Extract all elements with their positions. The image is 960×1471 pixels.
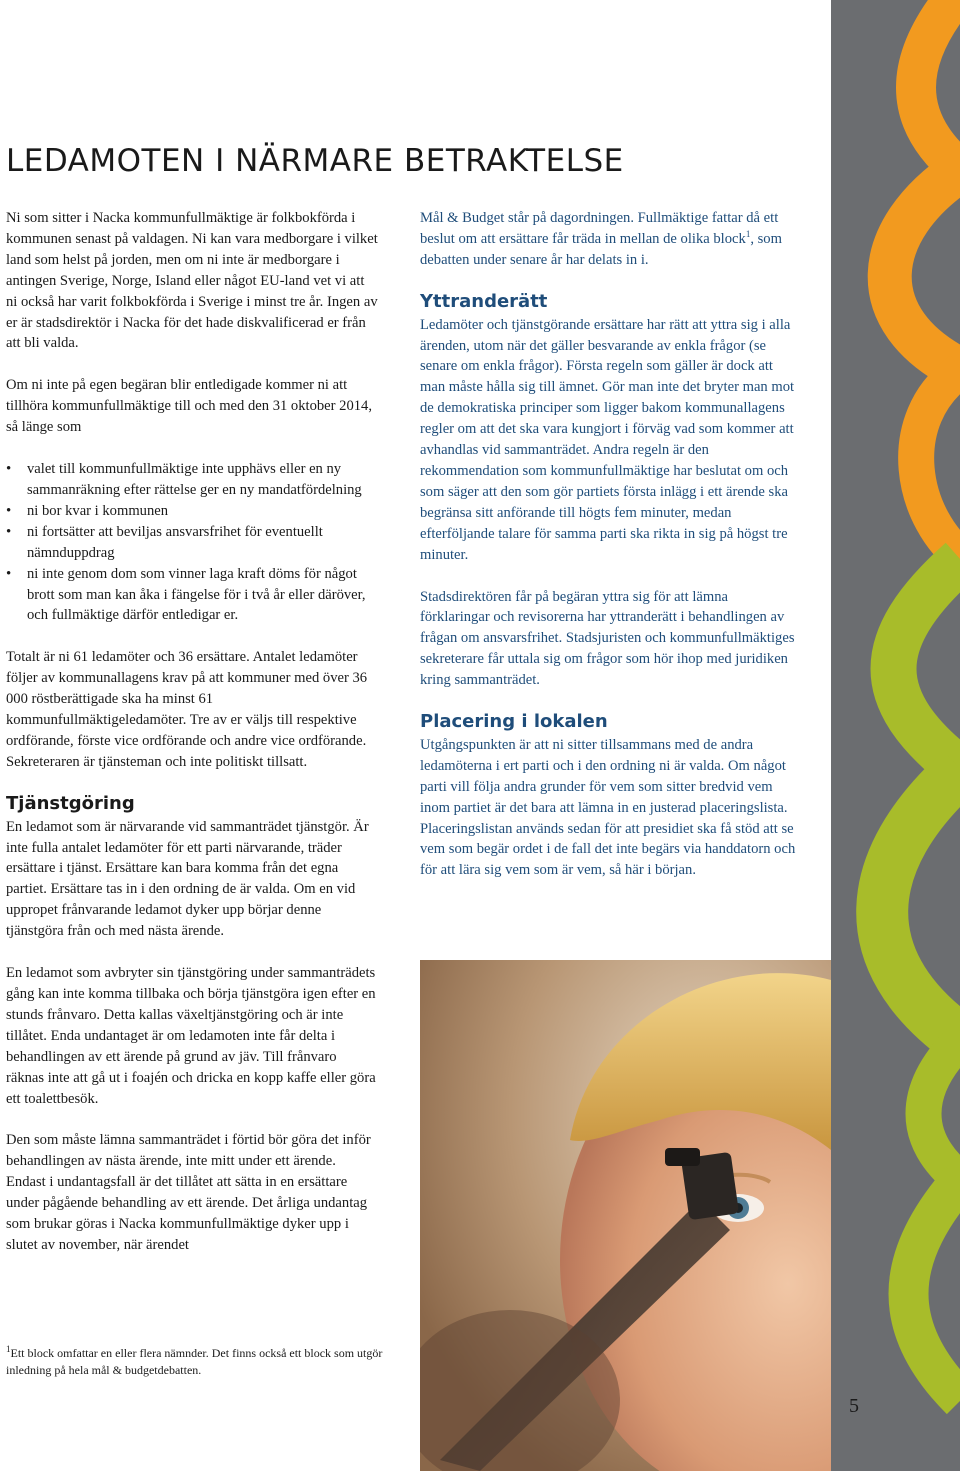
list-item: • ni fortsätter att beviljas ansvarsfrihet för eventuellt nämnduppdrag: [6, 522, 378, 564]
budget-paragraph: [420, 208, 800, 271]
list-item: • ni inte genom dom som vinner laga kraft döms för något brott som man kan åka i fängelse för i två år eller däröver, och fullmäktige därför entledigar er.: [6, 564, 378, 627]
page-number: 5: [849, 1395, 859, 1417]
footnote-ref: 1: [745, 229, 751, 240]
conditions-list: [6, 459, 378, 626]
speech-rights-paragraph: Ledamöter och tjänstgörande ersättare har rätt att yttra sig i alla ärenden, utom när det gäller besvarande av enkla frågor (se senare om enkla frågor). Första regeln som gäller är dock att man måste hålla sig till ämnet. Gör man inte det bryter man mot de demokratiska principer som ligger bakom kommunallagens regler om att det ska vara kungjort i förväg vad som kommer att avhandlas vid sammanträdet. Andra regeln är den rekommendation som kommunfullmäktige har beslutat om och som säger att den som gör partiets första inlägg i ett ärende ska begränsa sitt anförande till högts fem minuter, medan efterföljande talare för samma parti ska rikta in sig på högst tre minuter.: [420, 316, 795, 563]
term-paragraph: Om ni inte på egen begäran blir entledigade kommer ni att tillhöra kommunfullmäktige till och med den 31 oktober 2014, så länge som: [6, 377, 372, 436]
boy-aiming-rifle-photo: [420, 960, 831, 1471]
heading-yttranderatt: Yttranderätt: [420, 290, 548, 312]
leaving-paragraph: Den som måste lämna sammanträdet i förtid bör göra det inför behandlingen av nästa ärende, inte mitt under ett ärende. Endast i undantagsfall är det tillåtet att sätta in en ersättare under pågående behandling av ett ärende. Det årliga undantag som brukar göras i Nacka kommunfullmäktige dyker upp i slutet av november, när ärendet: [6, 1132, 371, 1253]
footnote: [6, 1345, 386, 1378]
decorative-curves-graphic: [831, 0, 960, 1471]
footnote-text: Ett block omfattar en eller flera nämnder. Det finns också ett block som utgör inledning på hela mål & budgetdebatten.: [6, 1346, 383, 1377]
decorative-sidebar: [831, 0, 960, 1471]
page-title: LEDAMOTEN I NÄRMARE BETRAKTELSE: [6, 143, 624, 179]
seating-paragraph: Utgångspunkten är att ni sitter tillsammans med de andra ledamöterna i ert parti och i den ordning ni är valda. Om något parti vill följa andra grunder för vem som sitter bredvid vem inom partiet är det bara att lämna in en justerad placeringslista. Placeringslistan används sedan för att presidiet ska få stöd att se vem som begär ordet i de fall det inte begärs via handdatorn och för att lära sig vem som är vem, så här i början.: [420, 736, 796, 879]
left-column: [6, 208, 378, 1277]
service-paragraph: En ledamot som är närvarande vid sammanträdet tjänstgör. Är inte fulla antalet ledamöter för ett parti närvarande, träder ersättare i tjänst. Ersättare kan bara komma från det egna partiet. Ersättare tas in i den ordning de är valda. Om en vid uppropet frånvarande ledamot dyker upp börjar denne tjänstgöra från och med nästa ärende.: [6, 818, 369, 940]
list-item: • ni bor kvar i kommunen: [6, 501, 378, 522]
interruption-paragraph: En ledamot som avbryter sin tjänstgöring under sammanträdets gång kan inte komma tillbaka och börja tjänstgöra igen efter en stunds frånvaro. Detta kallas växeltjänstgöring och är inte tillåtet. Enda undantaget är om ledamoten inte får delta i behandlingen av ett ärende på grund av jäv. Till frånvaro räknas inte att gå ut i foajén och dricka en kopp kaffe eller göra ett toalettbesök.: [6, 965, 376, 1107]
photo-illustration: [420, 960, 831, 1471]
right-column: [420, 208, 800, 902]
intro-paragraph: Ni som sitter i Nacka kommunfullmäktige är folkbokförda i kommunen senast på valdagen. Ni kan vara medborgare i vilket land som helst på jorden, men om ni inte är medborgare i antingen Sverige, Norge, Island eller något EU-land vet vi att ni också har varit folkbokförda i Sverige i minst tre år. Ingen av er är stadsdirektör i Nacka för det hade diskvalificerad er från att bli valda.: [6, 210, 378, 352]
footnote-mark: 1: [6, 1344, 11, 1354]
budget-text: Mål & Budget står på dagordningen. Fullmäktige fattar då ett beslut om att ersättare får träda in mellan de olika block: [420, 210, 779, 247]
heading-tjanstgoring: Tjänstgöring: [6, 792, 135, 814]
budget-text-end: , som debatten under senare år har delats in i.: [420, 230, 782, 268]
heading-placering: Placering i lokalen: [420, 711, 608, 733]
director-paragraph: Stadsdirektören får på begäran yttra sig för att lämna förklaringar och revisorerna har yttranderätt i behandlingen av frågan om ansvarsfrihet. Stadsjuristen och kommunfullmäktiges sekreterare får uttala sig om frågor som hör ihop med juridiken kring sammanträdet.: [420, 588, 795, 689]
list-item: • valet till kommunfullmäktige inte upphävs eller en ny sammanräkning efter rättelse ger en ny mandatfördelning: [6, 459, 378, 501]
members-paragraph: Totalt är ni 61 ledamöter och 36 ersättare. Antalet ledamöter följer av kommunallagens krav på att kommuner med över 36 000 röstberättigade ska ha minst 61 kommunfullmäktigeledamöter. Tre av er väljs till respektive ordförande, förste vice ordförande och andre vice ordförande. Sekreteraren är tjänsteman och inte politiskt tillsatt.: [6, 649, 368, 770]
